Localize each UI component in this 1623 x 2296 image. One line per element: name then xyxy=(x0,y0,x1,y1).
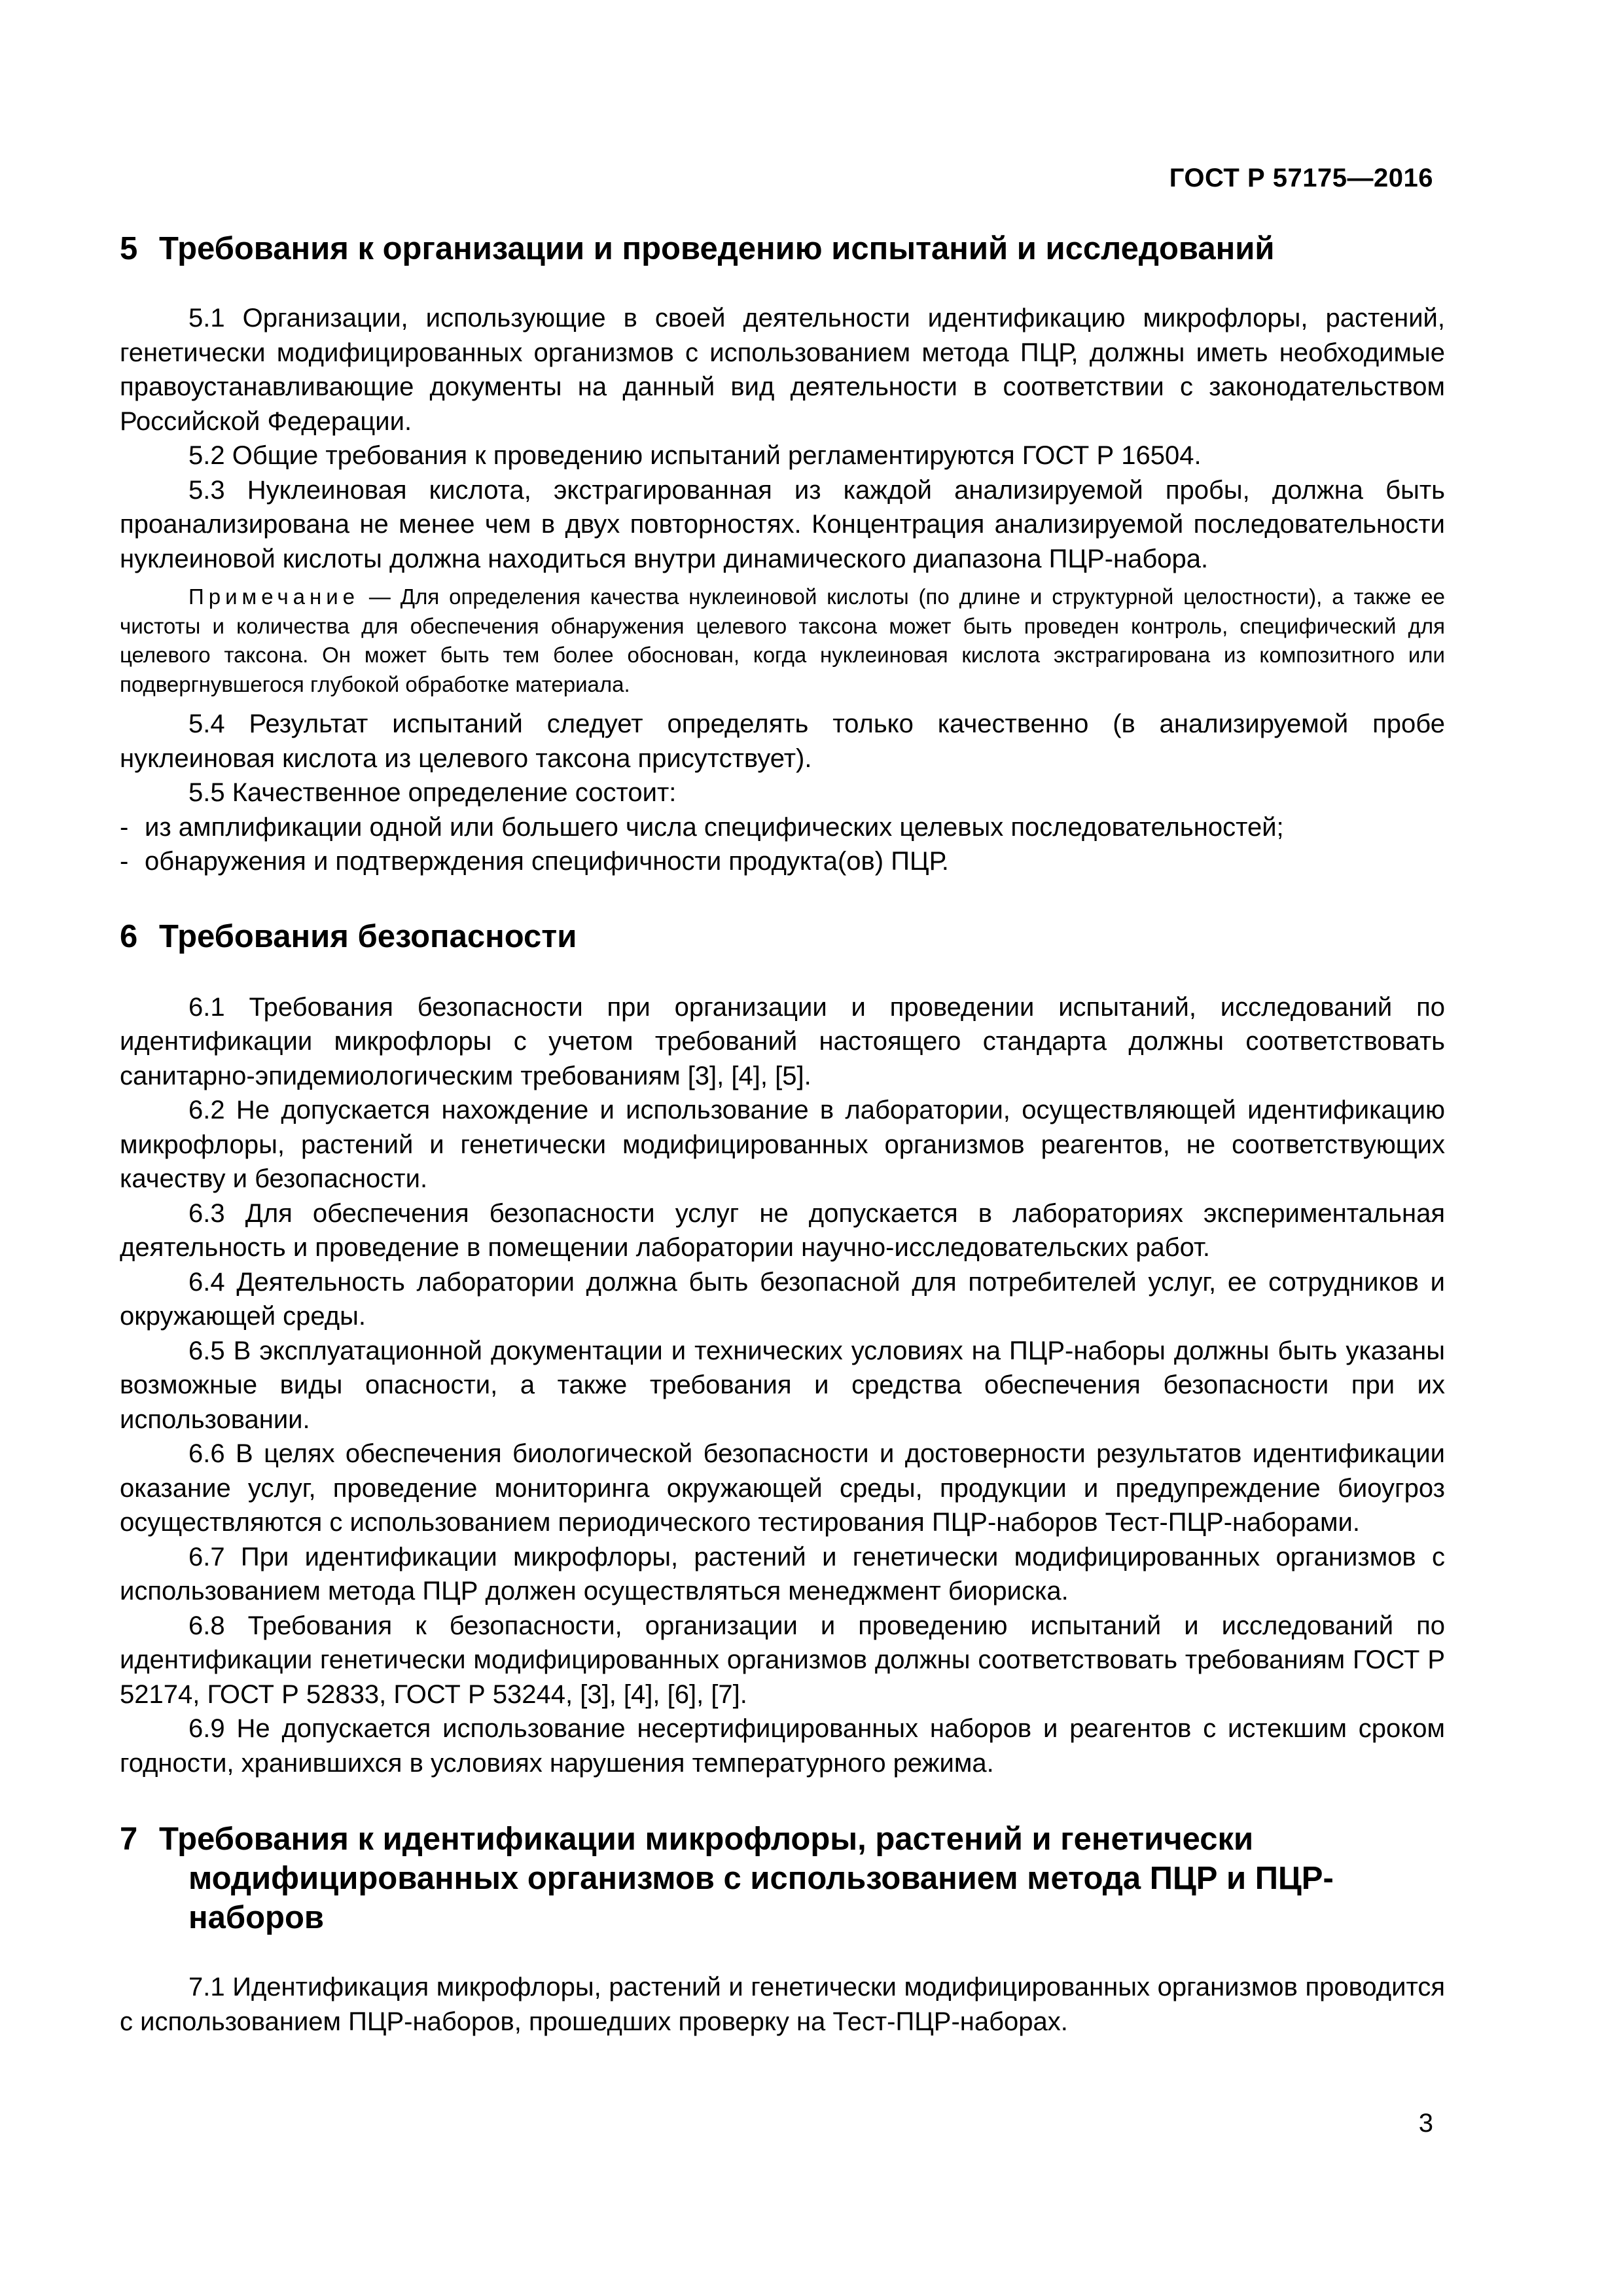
list-dash: - xyxy=(120,812,129,842)
paragraph-5-3: 5.3 Нуклеиновая кислота, экстрагированная из каждой анализируемой пробы, должна быть проанализирована не менее чем в двух повторностях. Концентрация анализируемой последовательности нуклеиновой кислоты должна находиться внутри динамического диапазона ПЦР-набора. xyxy=(120,475,1445,573)
paragraph-6-2: 6.2 Не допускается нахождение и использование в лаборатории, осуществляющей идентификацию микрофлоры, растений и генетически модифицированных организмов реагентов, не соответствующих качеству и безопасности. xyxy=(120,1096,1445,1193)
paragraph-6-9: 6.9 Не допускается использование несертифицированных наборов и реагентов с истекшим сроком годности, хранившихся в условиях нарушения температурного режима. xyxy=(120,1714,1445,1778)
paragraph-6-7: 6.7 При идентификации микрофлоры, растений и генетически модифицированных организмов с использованием метода ПЦР должен осуществляться менеджмент биориска. xyxy=(120,1542,1445,1605)
section-5-title: Требования к организации и проведению испытаний и исследований xyxy=(159,231,1275,266)
paragraph-6-3: 6.3 Для обеспечения безопасности услуг не допускается в лабораториях экспериментальная деятельность и проведение в помещении лаборатории научно-исследовательских работ. xyxy=(120,1198,1445,1262)
section-7-title: Требования к идентификации микрофлоры, растений и генетически модифицированных организмов с использованием метода ПЦР и ПЦР-наборов xyxy=(159,1821,1334,1935)
page-number: 3 xyxy=(1418,2109,1433,2138)
paragraph-6-5: 6.5 В эксплуатационной документации и технических условиях на ПЦР-наборы должны быть указаны возможные виды опасности, а также требования и средства обеспечения безопасности при их использовании. xyxy=(120,1336,1445,1434)
section-6-heading xyxy=(120,917,1445,956)
paragraph-5-4: 5.4 Результат испытаний следует определять только качественно (в анализируемой пробе нуклеиновая кислота из целевого таксона присутствует). xyxy=(120,709,1445,773)
paragraph-5-5: 5.5 Качественное определение состоит: xyxy=(188,778,677,807)
paragraph-7-1: 7.1 Идентификация микрофлоры, растений и генетически модифицированных организмов проводится с использованием ПЦР-наборов, прошедших проверку на Тест-ПЦР-наборах. xyxy=(120,1973,1445,2036)
note-5 xyxy=(120,583,1445,699)
note-text: — Для определения качества нуклеиновой кислоты (по длине и структурной целостности), а также ее чистоты и количества для обеспечения обнаружения целевого таксона может быть проведен контроль, специфический для целевого таксона. Он может быть тем более обоснован, когда нуклеиновая кислота экстрагирована из композитного или подвергнувшегося глубокой обработке материала. xyxy=(120,584,1445,696)
document-body xyxy=(120,229,1445,2039)
paragraph-6-1: 6.1 Требования безопасности при организации и проведении испытаний, исследований по идентификации микрофлоры с учетом требований настоящего стандарта должны соответствовать санитарно-эпидемиологическим требованиям [3], [4], [5]. xyxy=(120,992,1445,1090)
paragraph-5-1: 5.1 Организации, использующие в своей деятельности идентификацию микрофлоры, растений, генетически модифицированных организмов с использованием метода ПЦР, должны иметь необходимые правоустанавливающие документы на данный вид деятельности в соответствии с законодательством Российской Федерации. xyxy=(120,304,1445,436)
note-label: Примечание xyxy=(188,584,360,609)
paragraph-6-8: 6.8 Требования к безопасности, организации и проведению испытаний и исследований по идентификации генетически модифицированных организмов должны соответствовать требованиям ГОСТ Р 52174, ГОСТ Р 52833, ГОСТ Р 53244, [3], [4], [6], [7]. xyxy=(120,1611,1445,1709)
paragraph-6-4: 6.4 Деятельность лаборатории должна быть безопасной для потребителей услуг, ее сотрудников и окружающей среды. xyxy=(120,1267,1445,1331)
paragraph-5-2: 5.2 Общие требования к проведению испытаний регламентируются ГОСТ Р 16504. xyxy=(188,441,1202,470)
list-item xyxy=(120,844,1445,879)
section-6-title: Требования безопасности xyxy=(159,918,577,954)
section-6-number: 6 xyxy=(120,918,138,954)
section-7-number: 7 xyxy=(120,1821,138,1857)
section-5-number: 5 xyxy=(120,231,138,266)
section-5-heading xyxy=(120,229,1445,268)
paragraph-6-6: 6.6 В целях обеспечения биологической безопасности и достоверности результатов идентификации оказание услуг, проведение мониторинга окружающей среды, продукции и предупреждение биоугроз осуществляются с использованием периодического тестирования ПЦР-наборов Тест-ПЦР-наборами. xyxy=(120,1439,1445,1537)
section-7-heading xyxy=(120,1820,1445,1937)
list-item-text: из амплификации одной или большего числа специфических целевых последовательностей; xyxy=(145,812,1284,842)
list-item xyxy=(120,810,1445,845)
list-item-text: обнаружения и подтверждения специфичности продукта(ов) ПЦР. xyxy=(145,847,949,876)
list-dash: - xyxy=(120,847,129,876)
document-header: ГОСТ Р 57175—2016 xyxy=(1169,164,1433,192)
